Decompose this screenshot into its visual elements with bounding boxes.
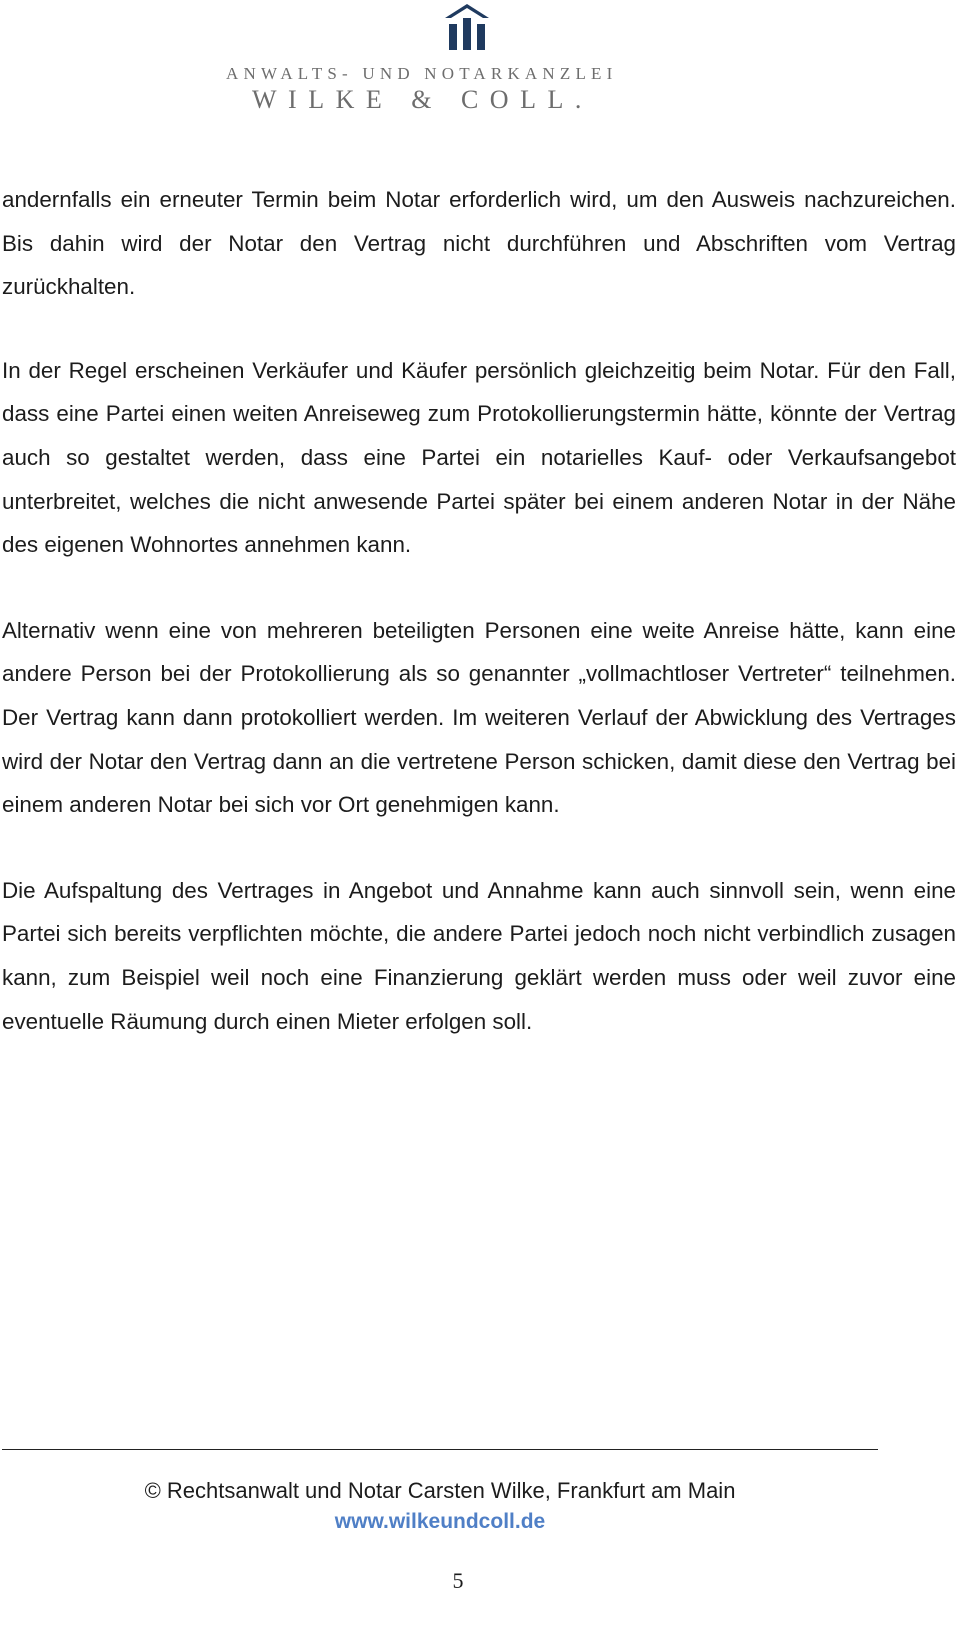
firm-type: ANWALTS- UND NOTARKANZLEI (226, 64, 618, 83)
paragraph: In der Regel erscheinen Verkäufer und Käufer persönlich gleichzeitig beim Notar. Für den Fall, dass eine Partei einen weiten Anreiseweg zum Protokollierungstermin hätte, könnte der Vertrag auch so gestaltet werden, dass eine Partei ein notarielles Kauf- oder Verkaufsangebot unterbreitet, welches die nicht anwesende Partei später bei einem anderen Notar in der Nähe des eigenen Wohnortes annehmen kann. (2, 357, 956, 558)
footer-website-link[interactable]: www.wilkeundcoll.de (334, 1510, 546, 1533)
footer-divider (2, 1449, 878, 1450)
body-text (2, 178, 956, 1043)
building-icon (437, 4, 497, 54)
footer-copyright: © Rechtsanwalt und Notar Carsten Wilke, Frankfurt am Main (144, 1478, 736, 1503)
paragraph: Die Aufspaltung des Vertrages in Angebot und Annahme kann auch sinnvoll sein, wenn eine Partei sich bereits verpflichten möchte, die andere Partei jedoch noch nicht verbindlich zusagen kann, zum Beispiel weil noch eine Finanzierung geklärt werden muss oder weil zuvor eine eventuelle Räumung durch einen Mieter erfolgen soll. (2, 877, 956, 1034)
letterhead (0, 0, 960, 130)
page-number: 5 (452, 1568, 464, 1593)
paragraph: andernfalls ein erneuter Termin beim Notar erforderlich wird, um den Ausweis nachzureichen. Bis dahin wird der Notar den Vertrag nicht durchführen und Abschriften vom Vertrag zurückhalten. (2, 187, 956, 300)
firm-name: WILKE & COLL. (252, 85, 593, 114)
paragraph: Alternativ wenn eine von mehreren beteiligten Personen eine weite Anreise hätte, kann eine andere Person bei der Protokollierung als so genannter „vollmachtloser Vertreter“ teilnehmen. Der Vertrag kann dann protokolliert werden. Im weiteren Verlauf der Abwicklung des Vertrages wird der Notar den Vertrag dann an die vertretene Person schicken, damit diese den Vertrag bei einem anderen Notar bei sich vor Ort genehmigen kann. (2, 617, 956, 818)
